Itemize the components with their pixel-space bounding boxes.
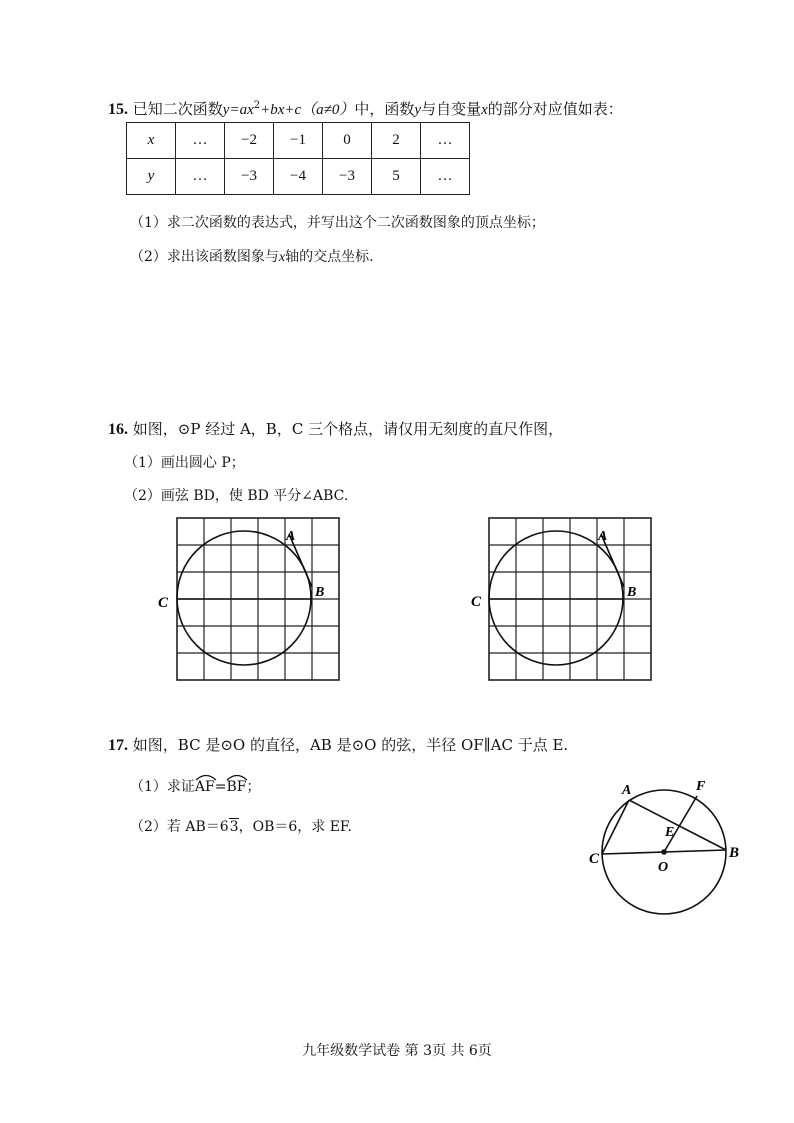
q17-arc-bf: BF (226, 779, 247, 795)
q15-value-table (126, 122, 470, 195)
q16-part2: （2）画弦 BD，使 BD 平分∠ABC. (124, 488, 349, 504)
label-e: E (665, 825, 675, 840)
table-cell: 2 (372, 123, 421, 159)
chord-ab (629, 800, 726, 850)
center-point-o (661, 849, 667, 855)
label-a: A (622, 783, 632, 798)
table-header-y: y (127, 159, 176, 195)
table-cell: 0 (323, 123, 372, 159)
table-cell: … (176, 123, 225, 159)
q17-part2-text-a: （2）若 AB＝6 (130, 819, 229, 835)
q17-part2 (130, 816, 352, 836)
q17-stem-text: 如图，BC 是⊙O 的直径，AB 是⊙O 的弦，半径 OF∥AC 于点 E. (132, 736, 569, 754)
label-a: A (286, 529, 296, 544)
table-cell: … (421, 159, 470, 195)
table-cell: −2 (225, 123, 274, 159)
q17-sqrt-radicand: 3 (229, 819, 239, 835)
label-b: B (315, 585, 325, 600)
radius-of (664, 796, 697, 852)
label-f: F (696, 779, 706, 794)
table-cell: −4 (274, 159, 323, 195)
table-cell: … (176, 159, 225, 195)
q15-part2 (130, 246, 374, 266)
q15-var-x: x (481, 102, 488, 118)
q16-stem-text: 如图，⊙P 经过 A，B，C 三个格点，请仅用无刻度的直尺作图， (132, 420, 564, 438)
label-o: O (658, 860, 669, 875)
q15-part1: （1）求二次函数的表达式，并写出这个二次函数图象的顶点坐标； (130, 215, 545, 231)
circle-p (489, 531, 623, 665)
q15-part2-text-b: 轴的交点坐标. (285, 249, 374, 265)
q17-part2-text-b: ，OB＝6，求 EF. (238, 819, 352, 835)
q15-stem-text-c: 与自变量 (421, 100, 482, 118)
table-cell: … (421, 123, 470, 159)
q15-var-y: y (414, 102, 422, 118)
q15-number: 15. (108, 101, 128, 118)
label-a: A (598, 529, 608, 544)
chord-ac (602, 800, 629, 854)
q15-stem (108, 98, 623, 119)
q15-part2-var-x: x (278, 250, 286, 265)
q15-stem-text-b: 中，函数 (354, 100, 415, 118)
q17-part1 (130, 776, 261, 796)
label-b: B (627, 585, 637, 600)
q16-grid-figure-left (150, 510, 350, 690)
q17-part1-text-b: ； (246, 779, 261, 795)
label-c: C (471, 594, 482, 610)
table-row-x (127, 123, 470, 159)
q16-part1: （1）画出圆心 P； (124, 455, 245, 471)
q15-equation: y=ax (222, 102, 254, 118)
q17-circle-figure (584, 772, 754, 922)
q17-equals: = (214, 779, 227, 795)
table-header-x: x (127, 123, 176, 159)
page-footer: 九年级数学试卷 第 3页 共 6页 (302, 1043, 492, 1059)
q15-equation-tail: +bx+c（a≠0） (260, 102, 355, 118)
q16-grid-figure-right (464, 510, 664, 690)
label-c: C (589, 851, 600, 867)
q17-number: 17. (108, 737, 128, 754)
q17-stem (108, 734, 568, 755)
q16-stem (108, 418, 563, 439)
table-cell: −3 (323, 159, 372, 195)
label-c: C (158, 595, 169, 611)
table-row-y (127, 159, 470, 195)
table-cell: −1 (274, 123, 323, 159)
arc-symbol (226, 773, 248, 781)
table-cell: −3 (225, 159, 274, 195)
q16-number: 16. (108, 421, 128, 438)
q17-part1-text-a: （1）求证 (130, 779, 195, 795)
q17-arc-af: AF (194, 779, 215, 795)
q15-stem-text-d: 的部分对应值如表： (487, 100, 623, 118)
circle-p (177, 531, 311, 665)
q15-part2-text-a: （2）求出该函数图象与 (130, 249, 279, 265)
q15-stem-text-a: 已知二次函数 (132, 100, 223, 118)
q15-exponent: 2 (253, 100, 261, 111)
label-b: B (729, 845, 740, 861)
arc-symbol (195, 773, 217, 781)
table-cell: 5 (372, 159, 421, 195)
